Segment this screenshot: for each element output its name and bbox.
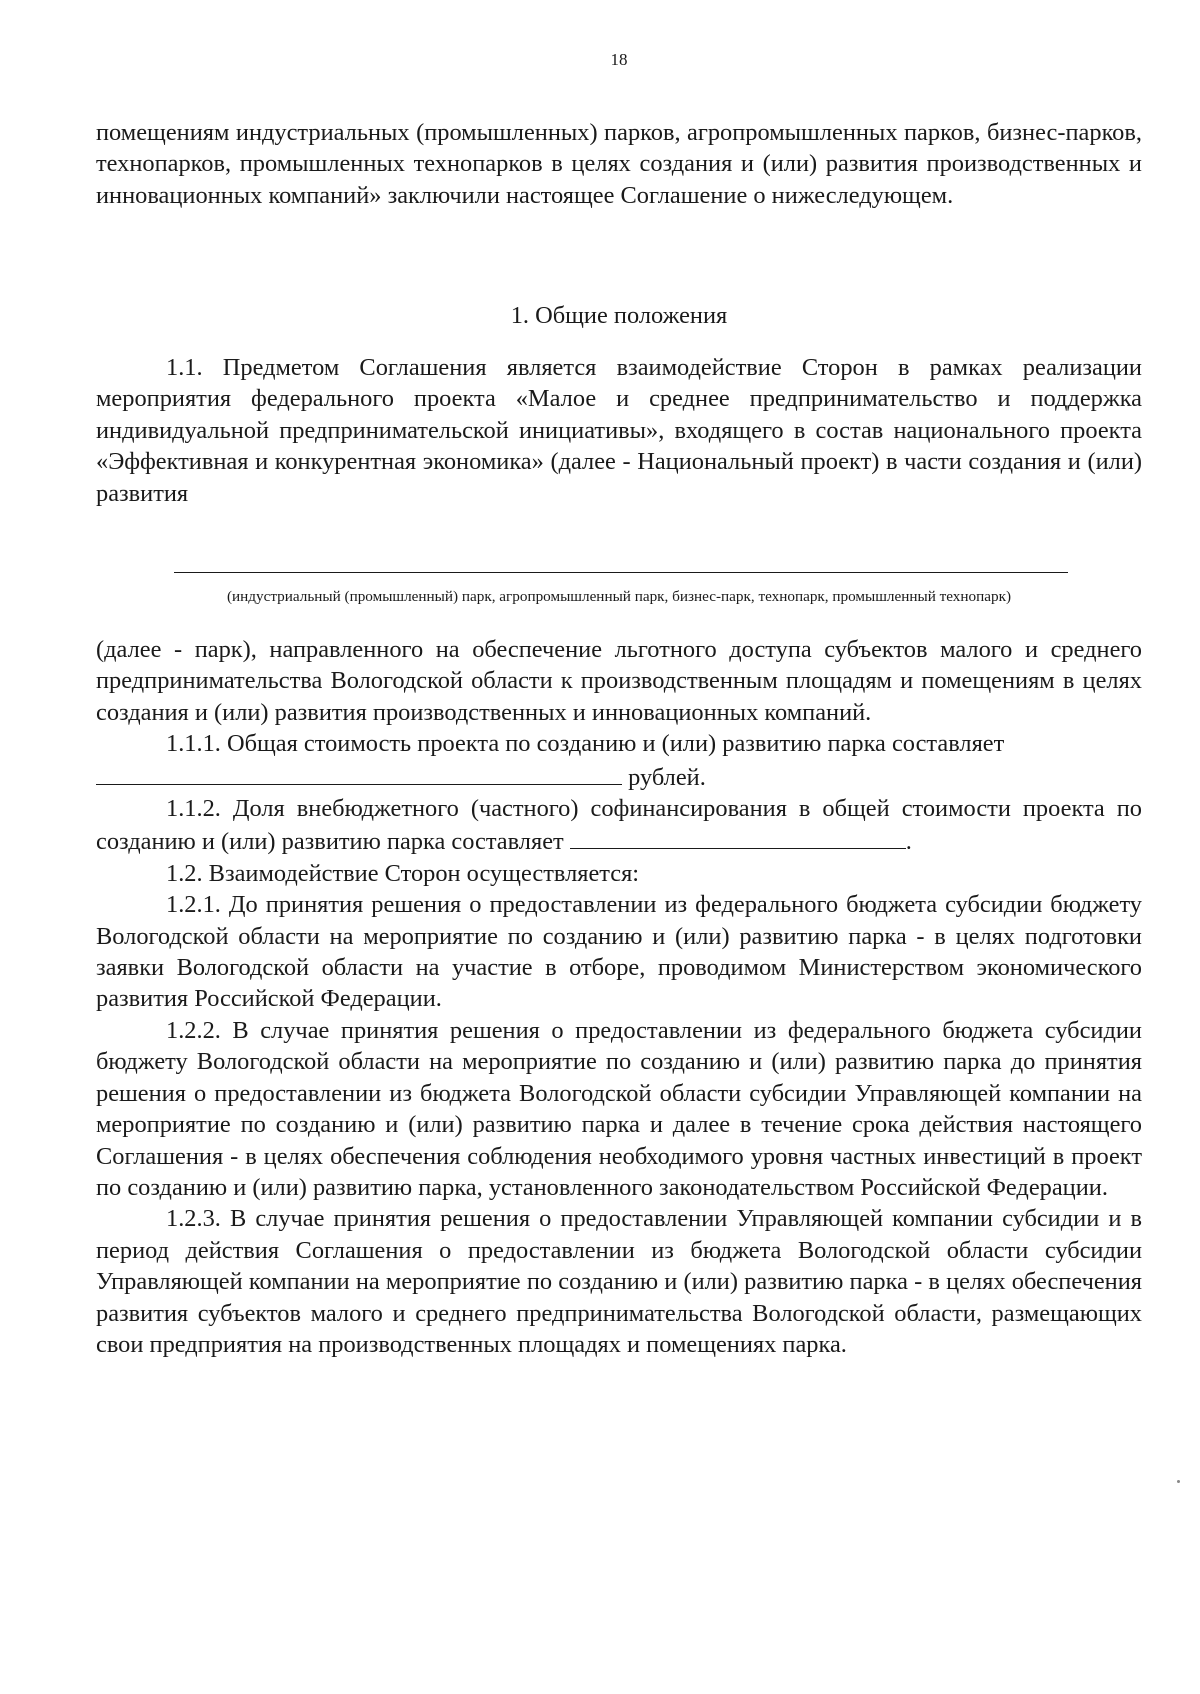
clause-1-1-1-unit: рублей. <box>622 763 706 791</box>
clause-1-1-block <box>96 352 1142 509</box>
clause-1-1-2-end: . <box>905 828 912 856</box>
clause-1-1: 1.1. Предметом Соглашения является взаимодействие Сторон в рамках реализации мероприятия федерального проекта «Малое и среднее предпринимательство и поддержка индивидуальной предпринимательской инициативы», входящего в состав национального проекта «Эффективная и конкурентная экономика» (далее - Национальный проект) в части создания и (или) развития <box>96 354 1142 507</box>
clause-1-1-continuation: (далее - парк), направленного на обеспечение льготного доступа субъектов малого и среднего предпринимательства Вологодской области к производственным площадям и помещениям в целях создания и (или) развития производственных и инновационных компаний. <box>96 636 1142 726</box>
cofinancing-share-blank <box>570 824 906 849</box>
park-type-note: (индустриальный (промышленный) парк, агропромышленный парк, бизнес-парк, технопарк, промышленный технопарк) <box>226 588 1012 605</box>
clause-1-2-3: 1.2.3. В случае принятия решения о предоставлении Управляющей компании субсидии и в период действия Соглашения о предоставлении из бюджета Вологодской области субсидии Управляющей компании на мероприятие по созданию и (или) развитию парка - в целях обеспечения развития субъектов малого и среднего предпринимательства Вологодской области, размещающих свои предприятия на производственных площадях и помещениях парка. <box>96 1205 1142 1358</box>
page-number: 18 <box>610 50 628 69</box>
project-cost-blank <box>96 760 622 785</box>
clause-1-1-1-line <box>96 760 1142 793</box>
main-clauses-block <box>96 634 1142 1360</box>
intro-paragraph: помещениям индустриальных (промышленных) парков, агропромышленных парков, бизнес-парков, технопарков, промышленных технопарков в целях создания и (или) развития производственных и инновационных компаний» заключили настоящее Соглашение о нижеследующем. <box>96 119 1142 209</box>
clause-1-1-1 <box>96 728 1142 759</box>
clause-1-1-1-text: 1.1.1. Общая стоимость проекта по созданию и (или) развитию парка составляет <box>166 730 1005 758</box>
clause-1-2-2: 1.2.2. В случае принятия решения о предоставлении из федерального бюджета субсидии бюджету Вологодской области на мероприятие по созданию и (или) развитию парка до принятия решения о предоставлении из бюджета Вологодской области субсидии Управляющей компании на мероприятие по созданию и (или) развитию парка и далее в течение срока действия настоящего Соглашения - в целях обеспечения соблюдения необходимого уровня частных инвестиций в проект по созданию и (или) развитию парка, установленного законодательством Российской Федерации. <box>96 1016 1142 1201</box>
section-title: 1. Общие положения <box>510 302 728 329</box>
clause-1-1-2-text: 1.1.2. Доля внебюджетного (частного) софинансирования в общей стоимости проекта по созданию и (или) развитию парка составляет <box>96 795 1142 856</box>
park-type-fill-line <box>174 572 1068 573</box>
clause-1-1-2 <box>96 793 1142 858</box>
scan-speck <box>1177 1480 1180 1483</box>
document-page <box>96 0 1142 1694</box>
clause-1-2-1: 1.2.1. До принятия решения о предоставлении из федерального бюджета субсидии бюджету Вологодской области на мероприятие по созданию и (или) развитию парка - в целях подготовки заявки Вологодской области на участие в отборе, проводимом Министерством экономического развития Российской Федерации. <box>96 891 1142 1013</box>
intro-block <box>96 117 1142 211</box>
clause-1-2: 1.2. Взаимодействие Сторон осуществляется: <box>166 859 640 887</box>
